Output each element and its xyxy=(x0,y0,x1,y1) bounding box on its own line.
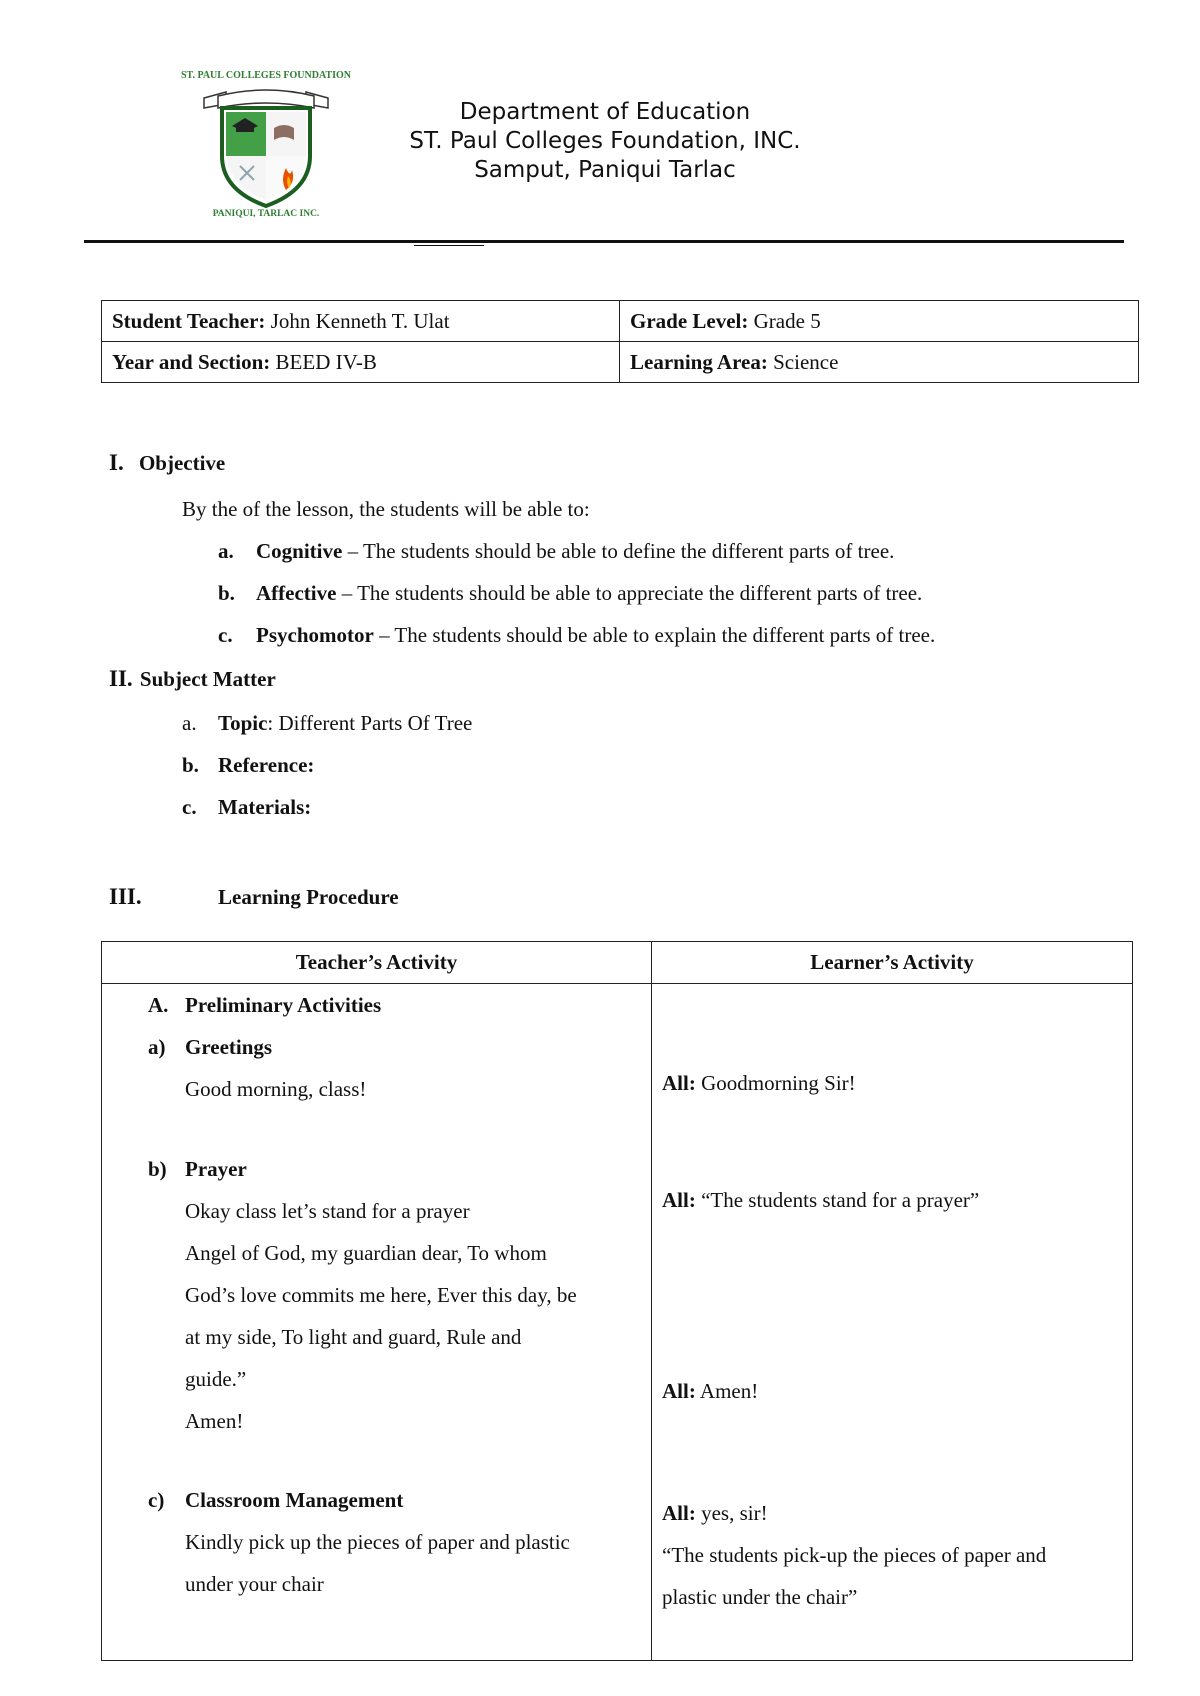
header-department: Department of Education xyxy=(459,99,751,125)
procedure-table xyxy=(101,941,1133,1661)
learner-reply-text: Goodmorning Sir! xyxy=(695,1071,856,1095)
student-teacher-cell xyxy=(102,301,620,342)
preliminary-activities xyxy=(148,992,381,1018)
objective-letter: b. xyxy=(218,581,235,605)
learner-all-label: All: xyxy=(662,1379,696,1403)
grade-level-value: Grade 5 xyxy=(748,308,821,333)
objective-title: Objective xyxy=(138,451,226,475)
prayer-title: Prayer xyxy=(185,1157,247,1181)
teacher-activity-cell xyxy=(102,984,652,1661)
objective-letter: a. xyxy=(218,539,234,563)
learning-area-value: Science xyxy=(767,349,839,374)
learner-amen-reply xyxy=(662,1378,758,1404)
greetings-heading xyxy=(148,1034,272,1060)
learner-activity-header: Learner’s Activity xyxy=(652,942,1133,984)
procedure-body-row xyxy=(102,984,1133,1661)
objective-intro: By the of the lesson, the students will be able to: xyxy=(182,497,590,521)
objective-item-cognitive xyxy=(218,538,894,564)
info-table xyxy=(101,300,1139,383)
year-section-cell xyxy=(102,342,620,383)
learning-area-cell xyxy=(620,342,1139,383)
preliminary-title: Preliminary Activities xyxy=(185,993,382,1017)
objective-heading xyxy=(109,450,225,476)
learner-all-label: All: xyxy=(662,1071,696,1095)
subject-text: : Different Parts Of Tree xyxy=(267,711,473,735)
subject-letter: a. xyxy=(182,711,197,735)
subject-matter-heading xyxy=(109,666,276,692)
prayer-line: at my side, To light and guard, Rule and xyxy=(185,1325,522,1349)
procedure-title: Learning Procedure xyxy=(218,885,399,909)
learner-greeting-reply xyxy=(662,1070,856,1096)
prayer-line: Angel of God, my guardian dear, To whom xyxy=(185,1241,547,1265)
learner-prayer-reply xyxy=(662,1187,979,1213)
prayer-line: God’s love commits me here, Ever this day, be xyxy=(185,1283,577,1307)
learning-area-label: Learning Area: xyxy=(630,349,768,374)
subject-label: Materials: xyxy=(218,795,312,819)
header-rule xyxy=(84,240,1124,243)
greetings-title: Greetings xyxy=(185,1035,273,1059)
classroom-management-line: under your chair xyxy=(185,1572,324,1596)
logo-bottom-text: PANIQUI, TARLAC INC. xyxy=(212,209,320,219)
objective-letter: c. xyxy=(218,623,233,647)
subject-item-materials xyxy=(182,794,311,820)
objective-label: Cognitive xyxy=(256,539,343,563)
prayer-heading xyxy=(148,1156,247,1182)
greetings-text: Good morning, class! xyxy=(185,1077,367,1101)
classroom-management-heading xyxy=(148,1487,403,1513)
objective-item-affective xyxy=(218,580,922,606)
learner-cm-line: plastic under the chair” xyxy=(662,1585,858,1609)
grade-level-label: Grade Level: xyxy=(630,308,749,333)
objective-label: Affective xyxy=(256,581,337,605)
logo-top-text: ST. PAUL COLLEGES FOUNDATION xyxy=(180,70,352,81)
subject-item-reference xyxy=(182,752,314,778)
procedure-header-row xyxy=(102,942,1133,984)
objective-text: – The students should be able to appreciate the different parts of tree. xyxy=(336,581,923,605)
student-teacher-value: John Kenneth T. Ulat xyxy=(265,308,450,333)
year-section-label: Year and Section: xyxy=(112,349,271,374)
subject-letter: c. xyxy=(182,795,197,819)
preliminary-letter: A. xyxy=(148,993,169,1017)
objective-item-psychomotor xyxy=(218,622,935,648)
procedure-numeral: III. xyxy=(109,884,142,909)
subject-matter-numeral: II. xyxy=(109,666,133,691)
header-address: Samput, Paniqui Tarlac xyxy=(474,157,736,183)
header-school: ST. Paul Colleges Foundation, INC. xyxy=(409,128,801,154)
subject-item-topic xyxy=(182,710,472,736)
grade-level-cell xyxy=(620,301,1139,342)
objective-text: – The students should be able to explain the different parts of tree. xyxy=(373,623,936,647)
info-row xyxy=(102,301,1139,342)
prayer-line: guide.” xyxy=(185,1367,247,1391)
document-header xyxy=(300,98,910,185)
learner-all-label: All: xyxy=(662,1501,696,1525)
learner-all-label: All: xyxy=(662,1188,696,1212)
learner-cm-line: “The students pick-up the pieces of paper and xyxy=(662,1543,1047,1567)
learner-reply-text: yes, sir! xyxy=(695,1501,768,1525)
objective-text: – The students should be able to define the different parts of tree. xyxy=(342,539,895,563)
learner-cm-reply xyxy=(662,1500,768,1526)
objective-numeral: I. xyxy=(109,450,124,475)
prayer-line: Okay class let’s stand for a prayer xyxy=(185,1199,470,1223)
prayer-line: Amen! xyxy=(185,1409,244,1433)
learner-reply-text: Amen! xyxy=(695,1379,759,1403)
year-section-value: BEED IV-B xyxy=(270,349,377,374)
procedure-heading xyxy=(109,884,399,910)
student-teacher-label: Student Teacher: xyxy=(112,308,266,333)
greetings-letter: a) xyxy=(148,1035,166,1059)
info-row xyxy=(102,342,1139,383)
header-rule-accent xyxy=(414,245,484,246)
learner-reply-text: “The students stand for a prayer” xyxy=(695,1188,980,1212)
classroom-management-title: Classroom Management xyxy=(185,1488,404,1512)
subject-letter: b. xyxy=(182,753,199,777)
objective-label: Psychomotor xyxy=(256,623,374,647)
subject-matter-title: Subject Matter xyxy=(139,667,276,691)
subject-label: Reference: xyxy=(218,753,315,777)
teacher-activity-header: Teacher’s Activity xyxy=(102,942,652,984)
classroom-management-letter: c) xyxy=(148,1488,165,1512)
prayer-letter: b) xyxy=(148,1157,167,1181)
subject-label: Topic xyxy=(218,711,268,735)
classroom-management-line: Kindly pick up the pieces of paper and plastic xyxy=(185,1530,570,1554)
learner-activity-cell xyxy=(652,984,1133,1661)
